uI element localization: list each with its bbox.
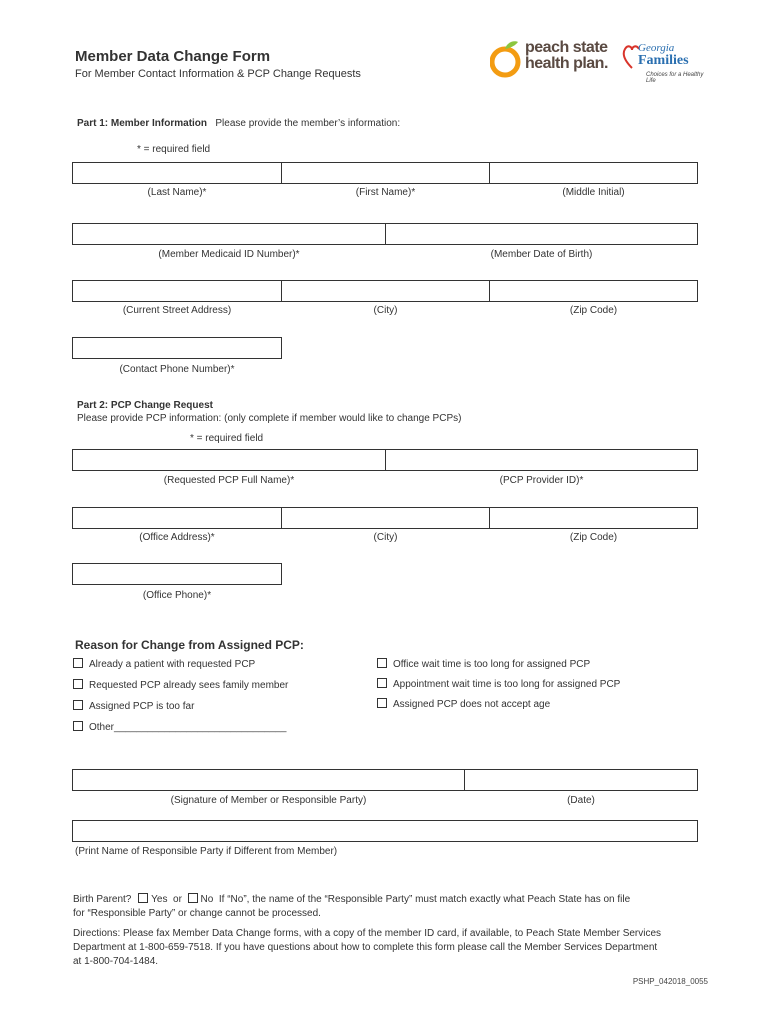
dob-field[interactable] [385,223,698,245]
birth-parent-line [73,893,630,907]
zip-field[interactable] [489,280,698,302]
directions-line-1: Directions: Please fax Member Data Change forms, with a copy of the member ID card, if available, to Peach State Member Services [73,928,662,939]
city-field[interactable] [281,280,490,302]
reason-option-already-patient[interactable]: Already a patient with requested PCP [73,658,255,670]
part2-instruction: Please provide PCP information: (only complete if member would like to change PCPs) [77,413,462,424]
reason-option-too-far[interactable]: Assigned PCP is too far [73,700,194,712]
peach-icon [490,38,524,78]
pcp-name-caption: (Requested PCP Full Name)* [163,475,295,486]
date-field[interactable] [464,769,698,791]
zip-caption: (Zip Code) [569,305,618,316]
middle-initial-caption: (Middle Initial) [562,187,625,198]
logo-text-line1: peach state [525,39,608,56]
page-title: Member Data Change Form [75,48,271,65]
pcp-name-field[interactable] [72,449,386,471]
office-phone-field[interactable] [72,563,282,585]
pcp-id-field[interactable] [385,449,698,471]
print-name-caption: (Print Name of Responsible Party if Different from Member) [75,846,338,857]
office-zip-caption: (Zip Code) [569,532,618,543]
contact-phone-field[interactable] [72,337,282,359]
street-address-caption: (Current Street Address) [122,305,232,316]
yes-label: Yes [151,894,168,905]
signature-caption: (Signature of Member or Responsible Party) [170,795,367,806]
dob-caption: (Member Date of Birth) [490,249,593,260]
georgia-families-logo [620,40,710,82]
birth-parent-text-2: for “Responsible Party” or change cannot be processed. [73,908,321,919]
yes-checkbox[interactable] [138,893,148,903]
checkbox[interactable] [73,700,83,710]
office-address-field[interactable] [72,507,282,529]
part1-required-note: * = required field [137,144,211,155]
first-name-caption: (First Name)* [355,187,416,198]
no-checkbox[interactable] [188,893,198,903]
date-caption: (Date) [567,795,595,806]
pcp-id-caption: (PCP Provider ID)* [499,475,584,486]
reason-option-age[interactable]: Assigned PCP does not accept age [377,698,550,710]
directions-line-3: at 1-800-704-1484. [73,956,159,967]
office-phone-caption: (Office Phone)* [142,590,212,601]
or-label: or [173,894,182,905]
office-city-caption: (City) [373,532,398,543]
reason-option-office-wait[interactable]: Office wait time is too long for assigned PCP [377,658,590,670]
logo-georgia: Georgia [638,42,675,54]
directions-line-2: Department at 1-800-659-7518. If you have questions about how to complete this form please call the Member Services Department [73,942,658,953]
checkbox[interactable] [377,658,387,668]
first-name-field[interactable] [281,162,490,184]
checkbox[interactable] [73,721,83,731]
logo-text-line2: health plan. [525,55,608,72]
reason-option-other[interactable]: Other_______________________________ [73,721,286,733]
reason-option-appointment-wait[interactable]: Appointment wait time is too long for assigned PCP [377,678,620,690]
part1-header [77,118,400,129]
part2-heading: Part 2: PCP Change Request [77,400,213,411]
reason-title: Reason for Change from Assigned PCP: [75,638,304,652]
logo-tagline: Choices for a Healthy Life [646,72,704,84]
checkbox[interactable] [73,679,83,689]
part1-instruction: Please provide the member’s information: [215,118,401,129]
no-label: No [200,894,214,905]
peach-state-logo [490,38,610,80]
form-code: PSHP_042018_0055 [632,977,708,986]
signature-field[interactable] [72,769,465,791]
middle-initial-field[interactable] [489,162,698,184]
reason-option-family-member[interactable]: Requested PCP already sees family member [73,679,288,691]
part1-heading: Part 1: Member Information [77,118,208,129]
office-address-caption: (Office Address)* [139,532,215,543]
logo-families: Families [638,53,689,68]
birth-parent-label: Birth Parent? [73,894,132,905]
checkbox[interactable] [377,698,387,708]
last-name-field[interactable] [72,162,282,184]
office-city-field[interactable] [281,507,490,529]
last-name-caption: (Last Name)* [147,187,207,198]
checkbox[interactable] [377,678,387,688]
street-address-field[interactable] [72,280,282,302]
print-name-field[interactable] [72,820,698,842]
medicaid-id-field[interactable] [72,223,386,245]
part2-required-note: * = required field [190,433,264,444]
page-subtitle: For Member Contact Information & PCP Change Requests [75,68,361,80]
checkbox[interactable] [73,658,83,668]
city-caption: (City) [373,305,398,316]
medicaid-id-caption: (Member Medicaid ID Number)* [158,249,300,260]
birth-parent-text: If “No”, the name of the “Responsible Party” must match exactly what Peach State has on file [218,894,631,905]
office-zip-field[interactable] [489,507,698,529]
contact-phone-caption: (Contact Phone Number)* [119,364,235,375]
